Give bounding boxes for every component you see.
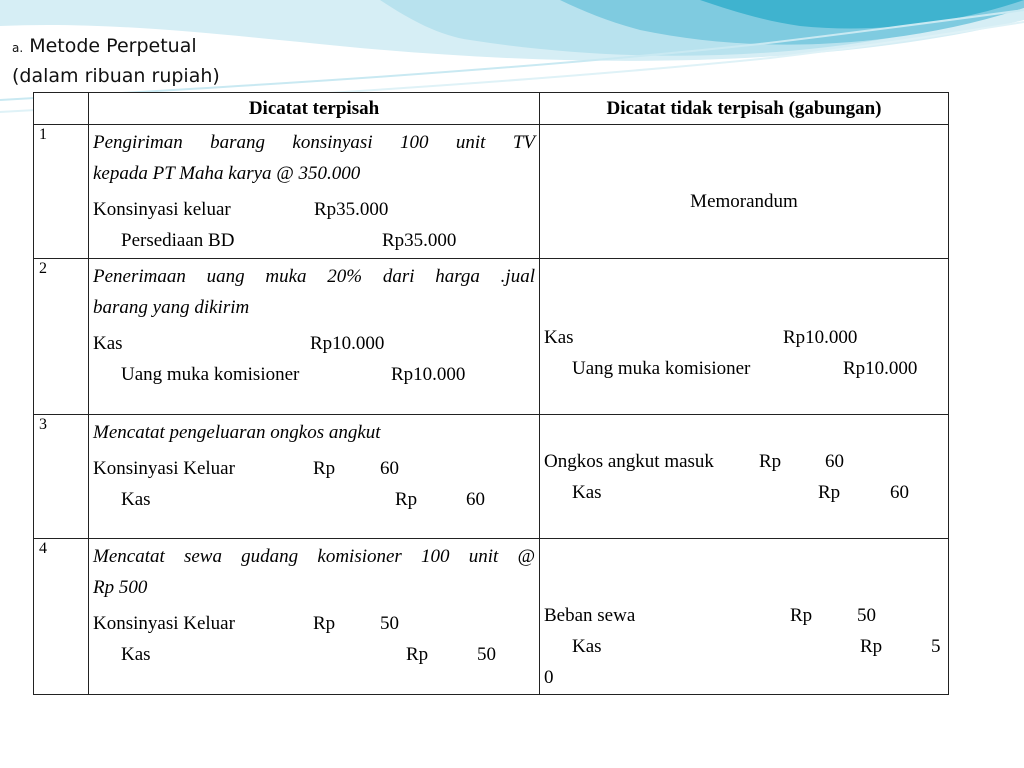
- transaction-description-continued: [89, 292, 539, 323]
- credit-entry: [89, 640, 539, 671]
- debit-amount: Rp10.000: [310, 333, 385, 354]
- combined-cell: [540, 259, 949, 415]
- combined-entries: [540, 447, 948, 509]
- transaction-description-continued: [89, 572, 539, 603]
- debit-account: Kas: [544, 327, 574, 348]
- table-row: [34, 415, 949, 539]
- journal-table: [33, 92, 949, 695]
- header-separate: Dicatat terpisah: [89, 93, 540, 125]
- credit-amount: 50: [477, 644, 496, 665]
- debit-entry: [540, 323, 948, 354]
- header-combined: Dicatat tidak terpisah (gabungan): [540, 93, 949, 125]
- row-number-cell: [34, 415, 89, 539]
- separate-cell: [89, 125, 540, 259]
- credit-account: Kas: [121, 489, 151, 510]
- description-line: Mencatat sewa gudang komisioner 100 unit @: [93, 546, 535, 567]
- row-number-cell: [34, 125, 89, 259]
- credit-currency: Rp: [395, 489, 418, 510]
- description-line: Rp 500: [93, 577, 148, 598]
- debit-currency: Rp: [313, 458, 336, 479]
- credit-currency: Rp: [818, 482, 841, 503]
- credit-entry: [540, 354, 948, 385]
- debit-account: Ongkos angkut masuk: [544, 451, 714, 472]
- debit-entry: [89, 195, 539, 226]
- credit-account: Kas: [121, 644, 151, 665]
- debit-amount: 60: [825, 451, 844, 472]
- debit-amount: 50: [380, 613, 399, 634]
- transaction-description: [89, 125, 539, 158]
- transaction-description: [89, 259, 539, 292]
- debit-amount: 60: [380, 458, 399, 479]
- debit-entry: [540, 601, 948, 632]
- memorandum-note: Memorandum: [690, 191, 798, 212]
- credit-account: Kas: [572, 482, 602, 503]
- heading-subtitle: (dalam ribuan rupiah): [12, 65, 220, 87]
- credit-entry: [89, 226, 539, 257]
- heading-title: Metode Perpetual: [29, 35, 197, 57]
- credit-amount: Rp10.000: [843, 358, 918, 379]
- description-line: Pengiriman barang konsinyasi 100 unit TV: [93, 132, 535, 153]
- table-header-row: [34, 93, 949, 125]
- debit-entry: [89, 329, 539, 360]
- description-line: Mencatat pengeluaran ongkos angkut: [93, 422, 381, 443]
- debit-account: Kas: [93, 333, 123, 354]
- debit-amount: 50: [857, 605, 876, 626]
- debit-account: Konsinyasi Keluar: [93, 613, 235, 634]
- row-number-cell: [34, 539, 89, 695]
- debit-account: Konsinyasi keluar: [93, 199, 231, 220]
- credit-entry: [89, 485, 539, 516]
- credit-amount: Rp35.000: [382, 230, 457, 251]
- row-number: 1: [39, 126, 47, 143]
- debit-amount: Rp10.000: [783, 327, 858, 348]
- debit-entry: [89, 454, 539, 485]
- table-row: [34, 125, 949, 259]
- combined-entries: [540, 323, 948, 385]
- credit-account: Uang muka komisioner: [572, 358, 751, 379]
- debit-account: Beban sewa: [544, 605, 636, 626]
- combined-entries: [540, 601, 948, 694]
- combined-cell: [540, 415, 949, 539]
- combined-cell: [540, 125, 949, 259]
- separate-cell: [89, 539, 540, 695]
- credit-amount-part1: 5: [931, 636, 941, 657]
- credit-amount: 60: [466, 489, 485, 510]
- credit-currency: Rp: [860, 636, 883, 657]
- table-row: [34, 539, 949, 695]
- debit-amount: Rp35.000: [314, 199, 389, 220]
- credit-entry: [540, 632, 948, 663]
- row-number: 2: [39, 260, 47, 277]
- transaction-description-continued: [89, 158, 539, 189]
- credit-amount: Rp10.000: [391, 364, 466, 385]
- combined-cell: [540, 539, 949, 695]
- description-line: kepada PT Maha karya @ 350.000: [93, 163, 361, 184]
- header-number: [34, 93, 89, 125]
- heading-prefix: a.: [12, 41, 24, 55]
- heading-title-line: [12, 32, 220, 62]
- row-number: 3: [39, 416, 47, 433]
- description-line: Penerimaan uang muka 20% dari harga .jual: [93, 266, 535, 287]
- debit-currency: Rp: [759, 451, 782, 472]
- debit-entry: [89, 609, 539, 640]
- row-number: 4: [39, 540, 47, 557]
- credit-entry: [89, 360, 539, 391]
- credit-amount-part2: 0: [544, 667, 554, 688]
- debit-currency: Rp: [790, 605, 813, 626]
- transaction-description: [89, 539, 539, 572]
- row-number-cell: [34, 259, 89, 415]
- table-row: [34, 259, 949, 415]
- credit-amount: 60: [890, 482, 909, 503]
- debit-currency: Rp: [313, 613, 336, 634]
- separate-cell: [89, 415, 540, 539]
- credit-account: Persediaan BD: [121, 230, 235, 251]
- credit-account: Uang muka komisioner: [121, 364, 300, 385]
- slide-heading: [12, 32, 220, 90]
- credit-currency: Rp: [406, 644, 429, 665]
- debit-account: Konsinyasi Keluar: [93, 458, 235, 479]
- debit-entry: [540, 447, 948, 478]
- credit-entry: [540, 478, 948, 509]
- description-line: barang yang dikirim: [93, 297, 250, 318]
- separate-cell: [89, 259, 540, 415]
- transaction-description: [89, 415, 539, 448]
- credit-account: Kas: [572, 636, 602, 657]
- credit-amount-wrap: [540, 663, 948, 694]
